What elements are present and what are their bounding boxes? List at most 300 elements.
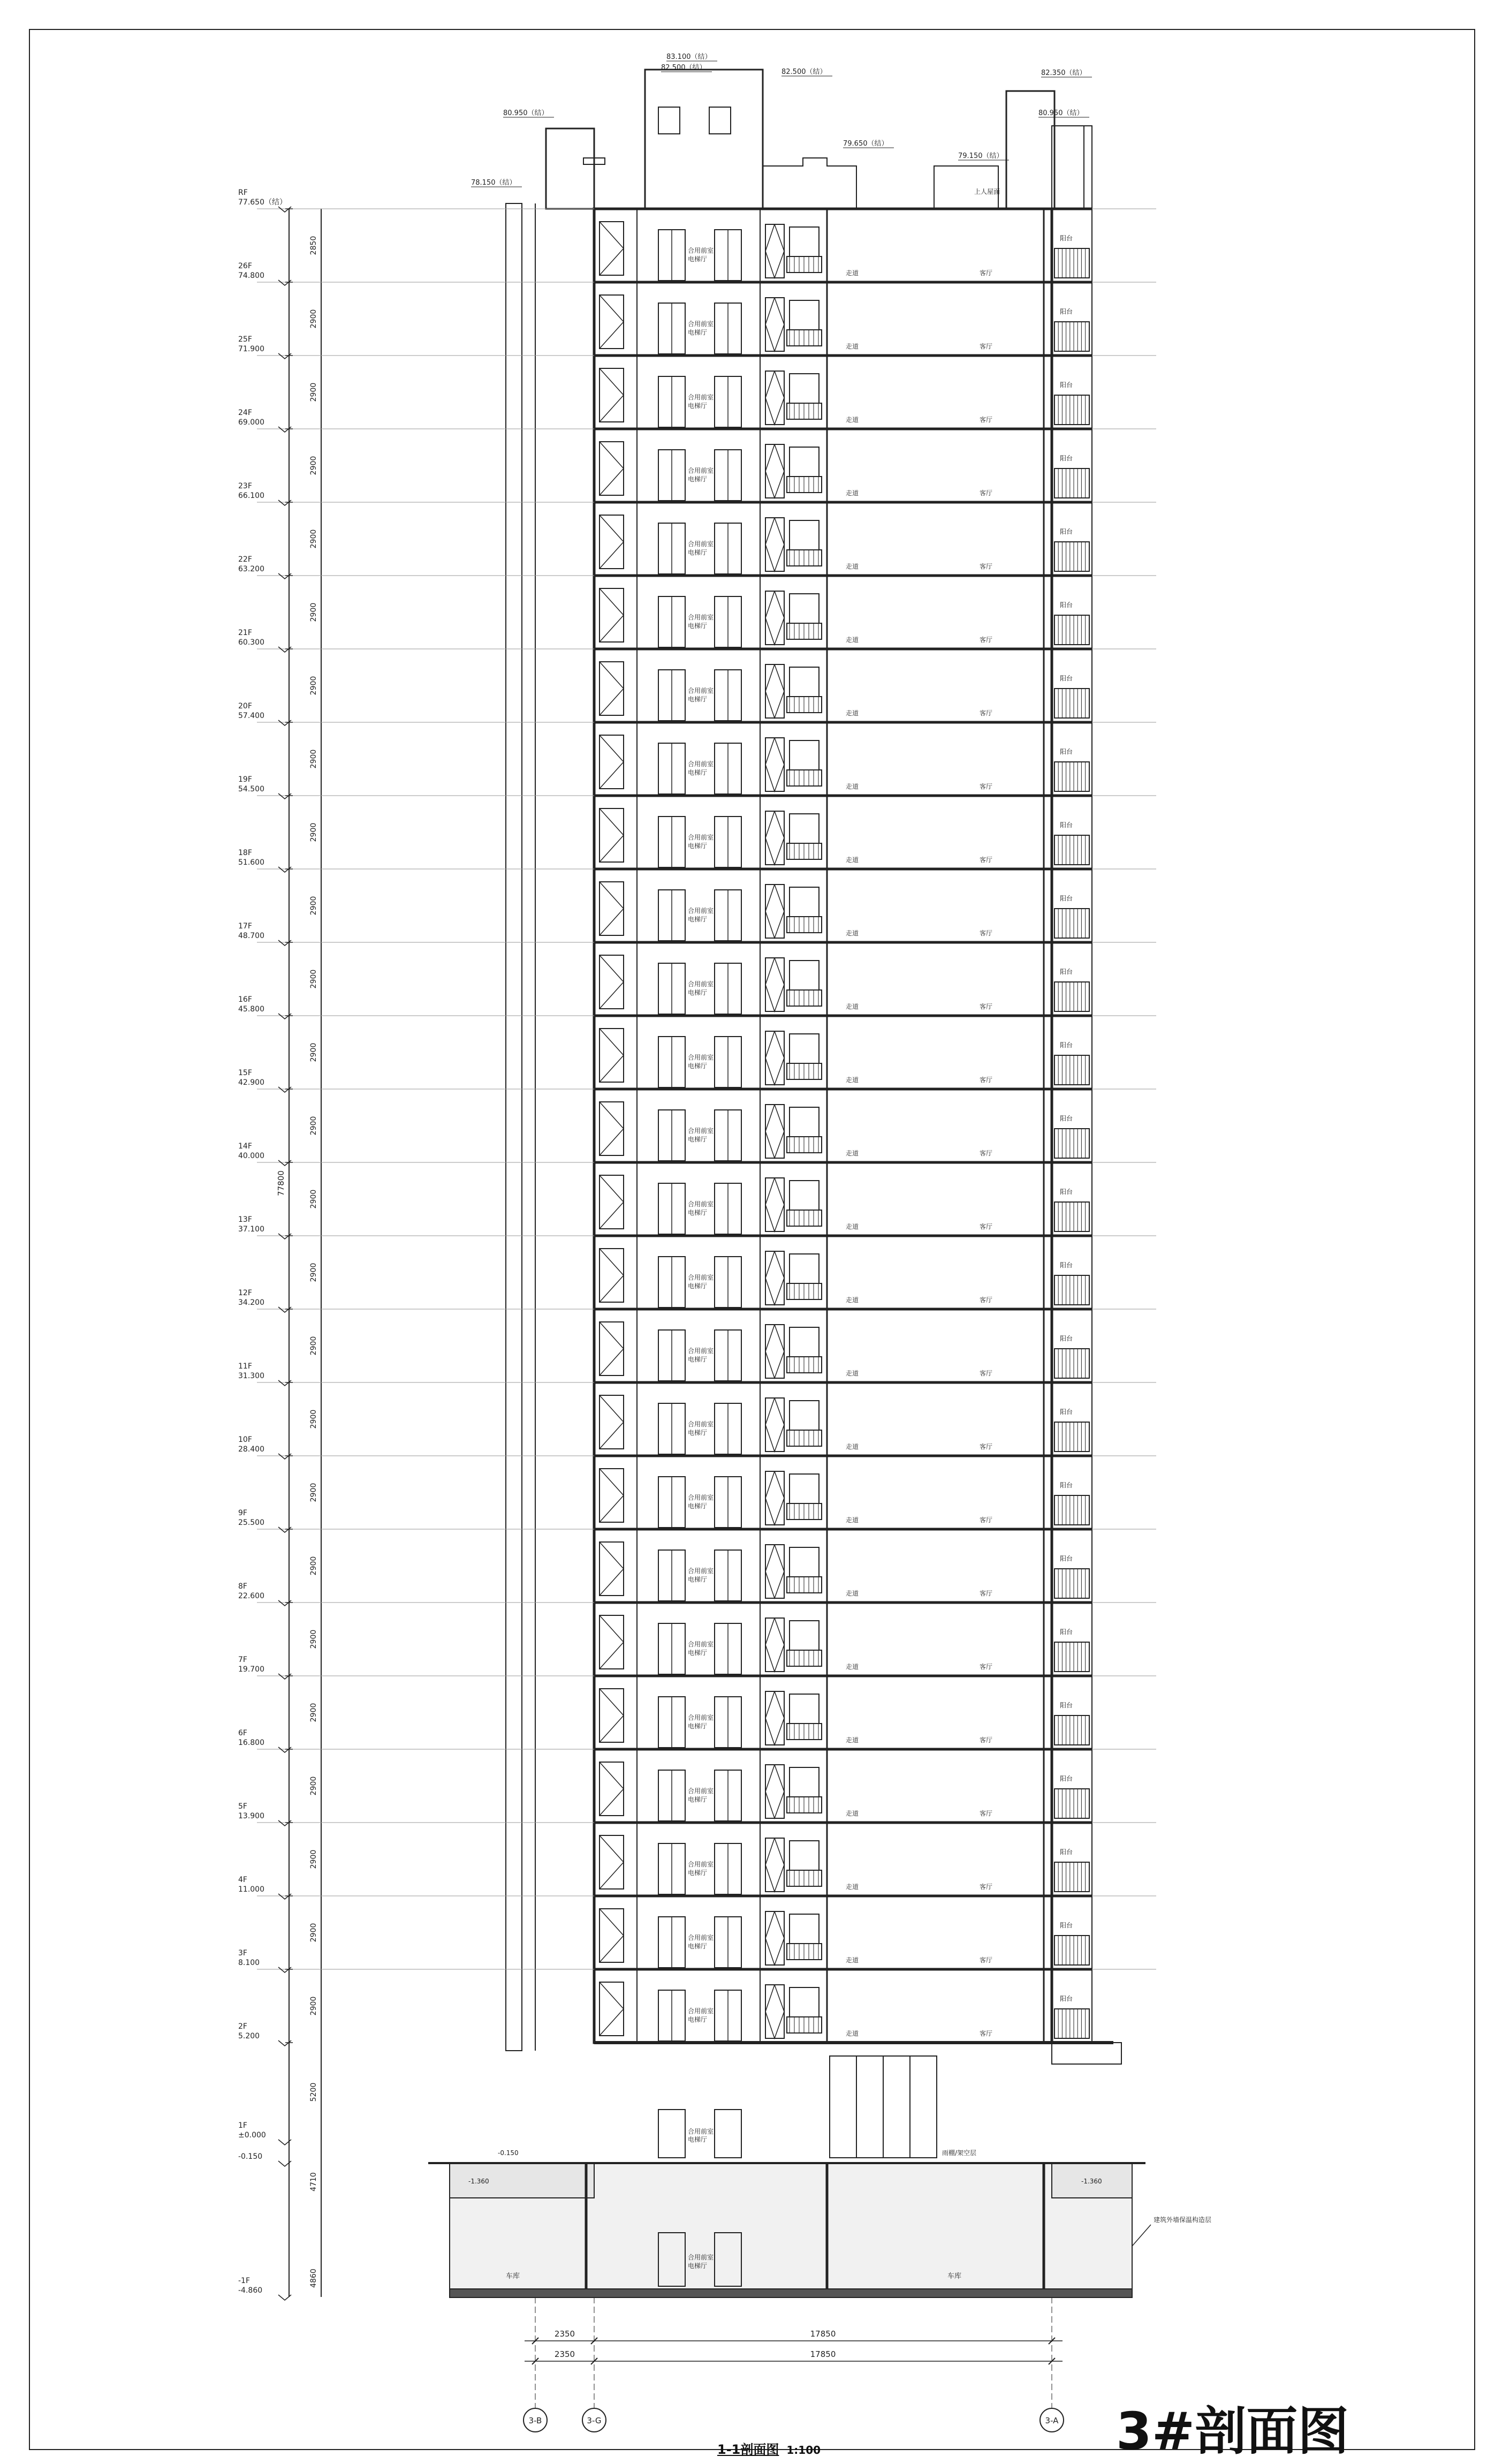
room-label-lobby: 合用前室: [688, 320, 714, 328]
kitchen-window: [790, 1767, 819, 1797]
balcony-railing: [1054, 1862, 1089, 1892]
level-elevation: 54.500: [238, 785, 264, 793]
storey-height: 2900: [309, 749, 318, 769]
room-label-corridor: 走道: [846, 783, 859, 790]
balcony-railing: [1054, 982, 1089, 1011]
level-elevation: 5.200: [238, 2032, 260, 2040]
roof-label: 上人屋面: [974, 188, 1000, 195]
level-name: 21F: [238, 629, 252, 637]
room-label-corridor: 走道: [846, 636, 859, 644]
level-name: 7F: [238, 1656, 247, 1664]
kitchen-window: [790, 227, 819, 256]
room-label-lobby: 合用前室: [688, 1494, 714, 1501]
shaft-window: [765, 1765, 784, 1818]
level-name: 2F: [238, 2022, 247, 2031]
room-label-hall: 客厅: [980, 343, 993, 350]
roof-elevation-tags: [468, 52, 1102, 2185]
room-label-lobby: 合用前室: [688, 1861, 714, 1868]
kitchen-window: [790, 667, 819, 697]
level-name: 14F: [238, 1142, 252, 1151]
room-label-balcony: 阳台: [1060, 381, 1073, 389]
room-label-lobby: 电梯厅: [688, 1209, 708, 1216]
balcony-railing: [1054, 909, 1089, 938]
storey-height: 2900: [309, 1116, 318, 1136]
room-label-balcony: 阳台: [1060, 1775, 1073, 1782]
storey-height: 5200: [309, 2082, 318, 2102]
storey-height: 2900: [309, 456, 318, 475]
kitchen-window: [790, 887, 819, 917]
stair-window: [600, 222, 624, 275]
storey-height: 2900: [309, 1042, 318, 1062]
stair-window: [600, 1909, 624, 1962]
balcony-railing: [1054, 1715, 1089, 1745]
room-label-balcony: 阳台: [1060, 675, 1073, 682]
room-label-hall: 客厅: [980, 1370, 993, 1377]
kitchen-window: [790, 1841, 819, 1870]
shaft-window: [765, 371, 784, 425]
balcony-railing: [1054, 322, 1089, 351]
level-elevation: 37.100: [238, 1225, 264, 1234]
room-label-basement-right: 车库: [947, 2272, 962, 2280]
shaft-window: [765, 664, 784, 718]
room-label-hall: 客厅: [980, 416, 993, 424]
room-label-corridor: 走道: [846, 856, 859, 864]
storey-height: 2900: [309, 896, 318, 916]
level-name: RF: [238, 188, 248, 197]
room-label-lobby: 合用前室: [688, 540, 714, 548]
level-elevation: 48.700: [238, 932, 264, 940]
storey-height: 2850: [309, 236, 318, 255]
storey-height: 2900: [309, 1776, 318, 1796]
room-label-lobby: 电梯厅: [688, 475, 708, 483]
basement-height: 4860: [309, 2269, 318, 2288]
balcony-railing: [1054, 1789, 1089, 1818]
storey-height: 2900: [309, 602, 318, 622]
foundation-slab: [450, 2289, 1132, 2297]
level-name: 8F: [238, 1582, 247, 1591]
stair-window: [600, 735, 624, 789]
level-name: 4F: [238, 1876, 247, 1884]
left-shaft: [506, 203, 522, 2051]
level-elevation: 31.300: [238, 1372, 264, 1380]
basement-height: 4710: [309, 2172, 318, 2191]
kitchen-window: [790, 1621, 819, 1650]
room-label-balcony: 阳台: [1060, 1408, 1073, 1416]
room-label-hall: 客厅: [980, 1883, 993, 1891]
level-elevation: 40.000: [238, 1152, 264, 1160]
room-label-lobby: 电梯厅: [688, 1576, 708, 1583]
stair-window: [600, 588, 624, 642]
balcony-railing: [1054, 689, 1089, 718]
room-label-basement-left: 车库: [506, 2272, 520, 2280]
room-label-hall: 客厅: [980, 1296, 993, 1304]
shaft-window: [765, 444, 784, 498]
room-label-balcony: 阳台: [1060, 1702, 1073, 1709]
room-label-lobby: 合用前室: [688, 1347, 714, 1355]
room-label-balcony: 阳台: [1060, 455, 1073, 462]
level-name: -1F: [238, 2277, 251, 2285]
level-name: 9F: [238, 1509, 247, 1517]
balcony-railing: [1054, 1129, 1089, 1158]
level-labels: [238, 188, 291, 2300]
room-label-corridor: 走道: [846, 563, 859, 570]
kitchen-window: [790, 740, 819, 770]
ground-elevation: -0.150: [498, 2149, 519, 2157]
level-elevation: 11.000: [238, 1885, 264, 1894]
room-label-lobby: 合用前室: [688, 1787, 714, 1795]
balcony-railing: [1054, 1936, 1089, 1965]
room-label-lobby: 电梯厅: [688, 769, 708, 776]
roof-elevation: 83.100（结）: [666, 53, 712, 61]
level-elevation: 57.400: [238, 712, 264, 720]
storey-height: 2900: [309, 1409, 318, 1429]
room-label-lobby: 电梯厅: [688, 1943, 708, 1950]
kitchen-window: [790, 447, 819, 477]
level-name: 19F: [238, 775, 252, 784]
shaft-window: [765, 1618, 784, 1672]
level-name: 16F: [238, 995, 252, 1004]
balcony-railing: [1054, 1642, 1089, 1672]
room-label-lobby: 电梯厅: [688, 549, 708, 556]
kitchen-window: [790, 520, 819, 550]
level-name: 6F: [238, 1729, 247, 1737]
room-label-hall: 客厅: [980, 1076, 993, 1084]
dimension-value: 17850: [810, 2349, 836, 2359]
stair-window: [600, 662, 624, 715]
level-elevation: 13.900: [238, 1812, 264, 1820]
level-elevation: 42.900: [238, 1078, 264, 1087]
kitchen-window: [790, 1914, 819, 1944]
room-label-lobby: 电梯厅: [688, 1502, 708, 1510]
room-label-lobby: 电梯厅: [688, 2016, 708, 2023]
kitchen-window: [790, 300, 819, 330]
balcony-railing: [1054, 468, 1089, 498]
room-label-lobby: 合用前室: [688, 614, 714, 621]
room-label-balcony: 阳台: [1060, 528, 1073, 535]
roof-elevation: 82.350（结）: [1041, 69, 1087, 77]
room-label-hall: 客厅: [980, 1956, 993, 1964]
level-name: 25F: [238, 335, 252, 344]
storey-height: 2900: [309, 1483, 318, 1502]
stair-window: [600, 442, 624, 495]
room-label-corridor: 走道: [846, 1736, 859, 1744]
stair-window: [600, 882, 624, 935]
level-elevation: 28.400: [238, 1445, 264, 1454]
room-label-hall: 客厅: [980, 783, 993, 790]
room-label-corridor: 走道: [846, 929, 859, 937]
storey-dimensions: [276, 209, 318, 2288]
room-label-hall: 客厅: [980, 1663, 993, 1671]
room-label-hall: 客厅: [980, 1810, 993, 1817]
level-name: 1F: [238, 2121, 247, 2130]
section-label: 1-1剖面图: [717, 2442, 779, 2457]
room-label-hall: 客厅: [980, 1736, 993, 1744]
room-label-corridor: 走道: [846, 269, 859, 277]
storey-height: 2900: [309, 309, 318, 329]
stair-window: [600, 1322, 624, 1375]
room-label-lobby: 合用前室: [688, 760, 714, 768]
stair-window: [600, 295, 624, 349]
balcony-railing: [1054, 1202, 1089, 1231]
ground-elevation: -1.360: [468, 2178, 489, 2185]
balcony-railing: [1054, 1349, 1089, 1378]
room-label-corridor: 走道: [846, 343, 859, 350]
room-label-balcony: 阳台: [1060, 1041, 1073, 1049]
shaft-window: [765, 1105, 784, 1158]
shaft-window: [765, 591, 784, 645]
room-label-hall: 客厅: [980, 2030, 993, 2037]
storey-height: 2900: [309, 382, 318, 402]
axis-label: 3-B: [528, 2416, 542, 2425]
room-label-corridor: 走道: [846, 2030, 859, 2037]
room-label-hall: 客厅: [980, 269, 993, 277]
stair-window: [600, 808, 624, 862]
level-elevation: 8.100: [238, 1959, 260, 1967]
room-label-lobby: 合用前室: [688, 1274, 714, 1281]
kitchen-window: [790, 814, 819, 843]
room-label-lobby: 合用前室: [688, 1127, 714, 1135]
stair-window: [600, 515, 624, 569]
kitchen-window: [790, 1107, 819, 1137]
room-label-hall: 客厅: [980, 1443, 993, 1450]
kitchen-window: [790, 961, 819, 990]
storey-height: 2900: [309, 1996, 318, 2016]
room-label-balcony: 阳台: [1060, 308, 1073, 315]
sheet-frame: [29, 29, 1475, 2450]
storey-height: 2900: [309, 1849, 318, 1869]
storey-height: 2900: [309, 1336, 318, 1356]
room-label-corridor: 走道: [846, 1370, 859, 1377]
room-label-lobby: 电梯厅: [688, 1136, 708, 1143]
roof-elevation: 82.500（结）: [661, 64, 707, 72]
level-elevation: 51.600: [238, 858, 264, 867]
stair-window: [600, 1102, 624, 1155]
room-label-hall: 客厅: [980, 1516, 993, 1524]
room-label-lobby: 电梯厅: [688, 2262, 708, 2270]
room-label-hall: 客厅: [980, 1150, 993, 1157]
room-label-hall: 客厅: [980, 1223, 993, 1230]
room-label-lobby: 电梯厅: [688, 622, 708, 630]
shaft-window: [765, 811, 784, 865]
level-name: 11F: [238, 1362, 252, 1371]
stair-window: [600, 955, 624, 1009]
stair-window: [600, 1395, 624, 1449]
room-label-lobby: 合用前室: [688, 2254, 714, 2261]
level-name: 22F: [238, 555, 252, 564]
room-label-lobby: 合用前室: [688, 2007, 714, 2015]
dimension-value: 2350: [554, 2329, 575, 2339]
kitchen-window: [790, 1034, 819, 1063]
kitchen-window: [790, 1474, 819, 1503]
level-elevation: 22.600: [238, 1592, 264, 1600]
axis-label: 3-G: [587, 2416, 602, 2425]
level-name: 26F: [238, 262, 252, 270]
room-label-lobby: 电梯厅: [688, 1869, 708, 1877]
balcony-railing: [1054, 248, 1089, 278]
storey-height: 2900: [309, 529, 318, 549]
balcony-railing: [1054, 1055, 1089, 1085]
roof-elevation: 80.950（结）: [503, 109, 549, 117]
room-label-corridor: 走道: [846, 489, 859, 497]
balcony-railing: [1054, 542, 1089, 571]
roof-machine-room: [645, 70, 763, 209]
room-label-lobby: 电梯厅: [688, 1356, 708, 1363]
bottom-dimensions: [523, 2297, 1064, 2432]
shaft-window: [765, 1691, 784, 1745]
room-label-lobby: 电梯厅: [688, 402, 708, 410]
room-label-lobby: 合用前室: [688, 1567, 714, 1575]
room-label-corridor: 走道: [846, 1150, 859, 1157]
sheet-title: 3#剖面图: [1116, 2401, 1349, 2461]
room-label-lobby: 电梯厅: [688, 696, 708, 703]
roof-elevation: 82.500（结）: [781, 68, 827, 76]
room-label-hall: 客厅: [980, 1590, 993, 1597]
kitchen-window: [790, 1181, 819, 1210]
tower-outline: [594, 209, 1052, 2043]
room-label-lobby: 电梯厅: [688, 1796, 708, 1803]
room-label-lobby: 电梯厅: [688, 916, 708, 923]
room-label-lobby: 合用前室: [688, 1714, 714, 1721]
shaft-window: [765, 1471, 784, 1525]
stair-window: [600, 1982, 624, 2036]
level-elevation: -0.150: [238, 2152, 263, 2161]
kitchen-window: [790, 1327, 819, 1357]
room-label-corridor: 走道: [846, 1883, 859, 1891]
room-label-balcony: 阳台: [1060, 235, 1073, 242]
stair-window: [600, 1542, 624, 1596]
room-label-balcony: 阳台: [1060, 748, 1073, 755]
room-label-balcony: 阳台: [1060, 1482, 1073, 1489]
ground-elevation: -1.360: [1081, 2178, 1102, 2185]
room-label-balcony: 阳台: [1060, 895, 1073, 902]
shaft-window: [765, 1545, 784, 1598]
room-label-hall: 客厅: [980, 709, 993, 717]
floors-layer: [257, 209, 1211, 2286]
room-label-lobby: 合用前室: [688, 467, 714, 474]
balcony-railing: [1054, 1495, 1089, 1525]
storey-height: 2900: [309, 1263, 318, 1282]
stair-window: [600, 1175, 624, 1229]
stair-window: [600, 1249, 624, 1302]
balcony-railing: [1054, 1275, 1089, 1305]
room-label-lobby: 电梯厅: [688, 329, 708, 336]
room-label-lobby: 合用前室: [688, 907, 714, 914]
room-label-lobby: 合用前室: [688, 1641, 714, 1648]
room-label-balcony: 阳台: [1060, 1995, 1073, 2002]
shaft-window: [765, 518, 784, 571]
shaft-window: [765, 958, 784, 1011]
level-name: 5F: [238, 1802, 247, 1811]
room-label-corridor: 走道: [846, 1810, 859, 1817]
room-label-lobby: 电梯厅: [688, 842, 708, 850]
room-label-lobby: 电梯厅: [688, 2136, 708, 2143]
room-label-lobby: 电梯厅: [688, 989, 708, 996]
stair-window: [600, 1762, 624, 1816]
level-elevation: 71.900: [238, 345, 264, 353]
storey-height: 2900: [309, 1629, 318, 1649]
room-label-ground-hall: 雨棚/架空层: [942, 2149, 977, 2157]
level-name: 23F: [238, 482, 252, 490]
room-label-lobby: 合用前室: [688, 247, 714, 254]
shaft-window: [765, 298, 784, 351]
level-elevation: 60.300: [238, 638, 264, 647]
axis-label: 3-A: [1045, 2416, 1059, 2425]
kitchen-window: [790, 374, 819, 403]
room-label-lobby: 合用前室: [688, 834, 714, 841]
level-elevation: 63.200: [238, 565, 264, 573]
balcony-railing: [1054, 762, 1089, 791]
shaft-window: [765, 1985, 784, 2038]
room-label-corridor: 走道: [846, 1076, 859, 1084]
room-label-balcony: 阳台: [1060, 821, 1073, 829]
room-label-lobby: 电梯厅: [688, 1649, 708, 1657]
shaft-window: [765, 885, 784, 938]
shaft-window: [765, 1325, 784, 1378]
room-label-balcony: 阳台: [1060, 601, 1073, 609]
room-label-corridor: 走道: [846, 1516, 859, 1524]
storey-height: 2900: [309, 1923, 318, 1943]
shaft-window: [765, 1178, 784, 1231]
room-label-lobby: 合用前室: [688, 687, 714, 694]
balcony-railing: [1054, 615, 1089, 645]
room-label-hall: 客厅: [980, 929, 993, 937]
storey-height: 2900: [309, 1556, 318, 1576]
stair-window: [600, 1835, 624, 1889]
storey-height: 2900: [309, 1703, 318, 1722]
level-elevation: -4.860: [238, 2286, 263, 2295]
level-name: 20F: [238, 702, 252, 711]
dimension-value: 2350: [554, 2349, 575, 2359]
room-label-corridor: 走道: [846, 1223, 859, 1230]
room-label-lobby: 合用前室: [688, 1054, 714, 1061]
room-label-lobby: 合用前室: [688, 2128, 714, 2135]
balcony-railing: [1054, 1422, 1089, 1452]
stair-window: [600, 1615, 624, 1669]
kitchen-window: [790, 1401, 819, 1430]
room-label-balcony: 阳台: [1060, 1848, 1073, 1856]
shaft-window: [765, 1911, 784, 1965]
shaft-window: [765, 738, 784, 791]
roof-elevation: 78.150（结）: [471, 179, 517, 187]
dimension-value: 17850: [810, 2329, 836, 2339]
section-scale: 1:100: [786, 2444, 821, 2457]
shaft-window: [765, 224, 784, 278]
level-elevation: 74.800: [238, 271, 264, 280]
room-label-balcony: 阳台: [1060, 1115, 1073, 1122]
kitchen-window: [790, 1987, 819, 2017]
room-label-lobby: 合用前室: [688, 980, 714, 988]
level-name: 15F: [238, 1069, 252, 1077]
level-elevation: 66.100: [238, 492, 264, 500]
room-label-lobby: 电梯厅: [688, 255, 708, 263]
room-label-corridor: 走道: [846, 1003, 859, 1010]
stair-window: [600, 1469, 624, 1522]
room-label-corridor: 走道: [846, 416, 859, 424]
shaft-window: [765, 1031, 784, 1085]
level-elevation: ±0.000: [238, 2131, 266, 2140]
level-elevation: 45.800: [238, 1005, 264, 1014]
level-elevation: 19.700: [238, 1665, 264, 1674]
storey-height: 2900: [309, 969, 318, 989]
level-name: 10F: [238, 1435, 252, 1444]
room-label-lobby: 合用前室: [688, 1200, 714, 1208]
room-label-hall: 客厅: [980, 489, 993, 497]
room-label-lobby: 电梯厅: [688, 1429, 708, 1437]
room-label-balcony: 阳台: [1060, 1922, 1073, 1929]
room-label-lobby: 电梯厅: [688, 1722, 708, 1730]
room-label-hall: 客厅: [980, 856, 993, 864]
room-label-balcony: 阳台: [1060, 1335, 1073, 1342]
